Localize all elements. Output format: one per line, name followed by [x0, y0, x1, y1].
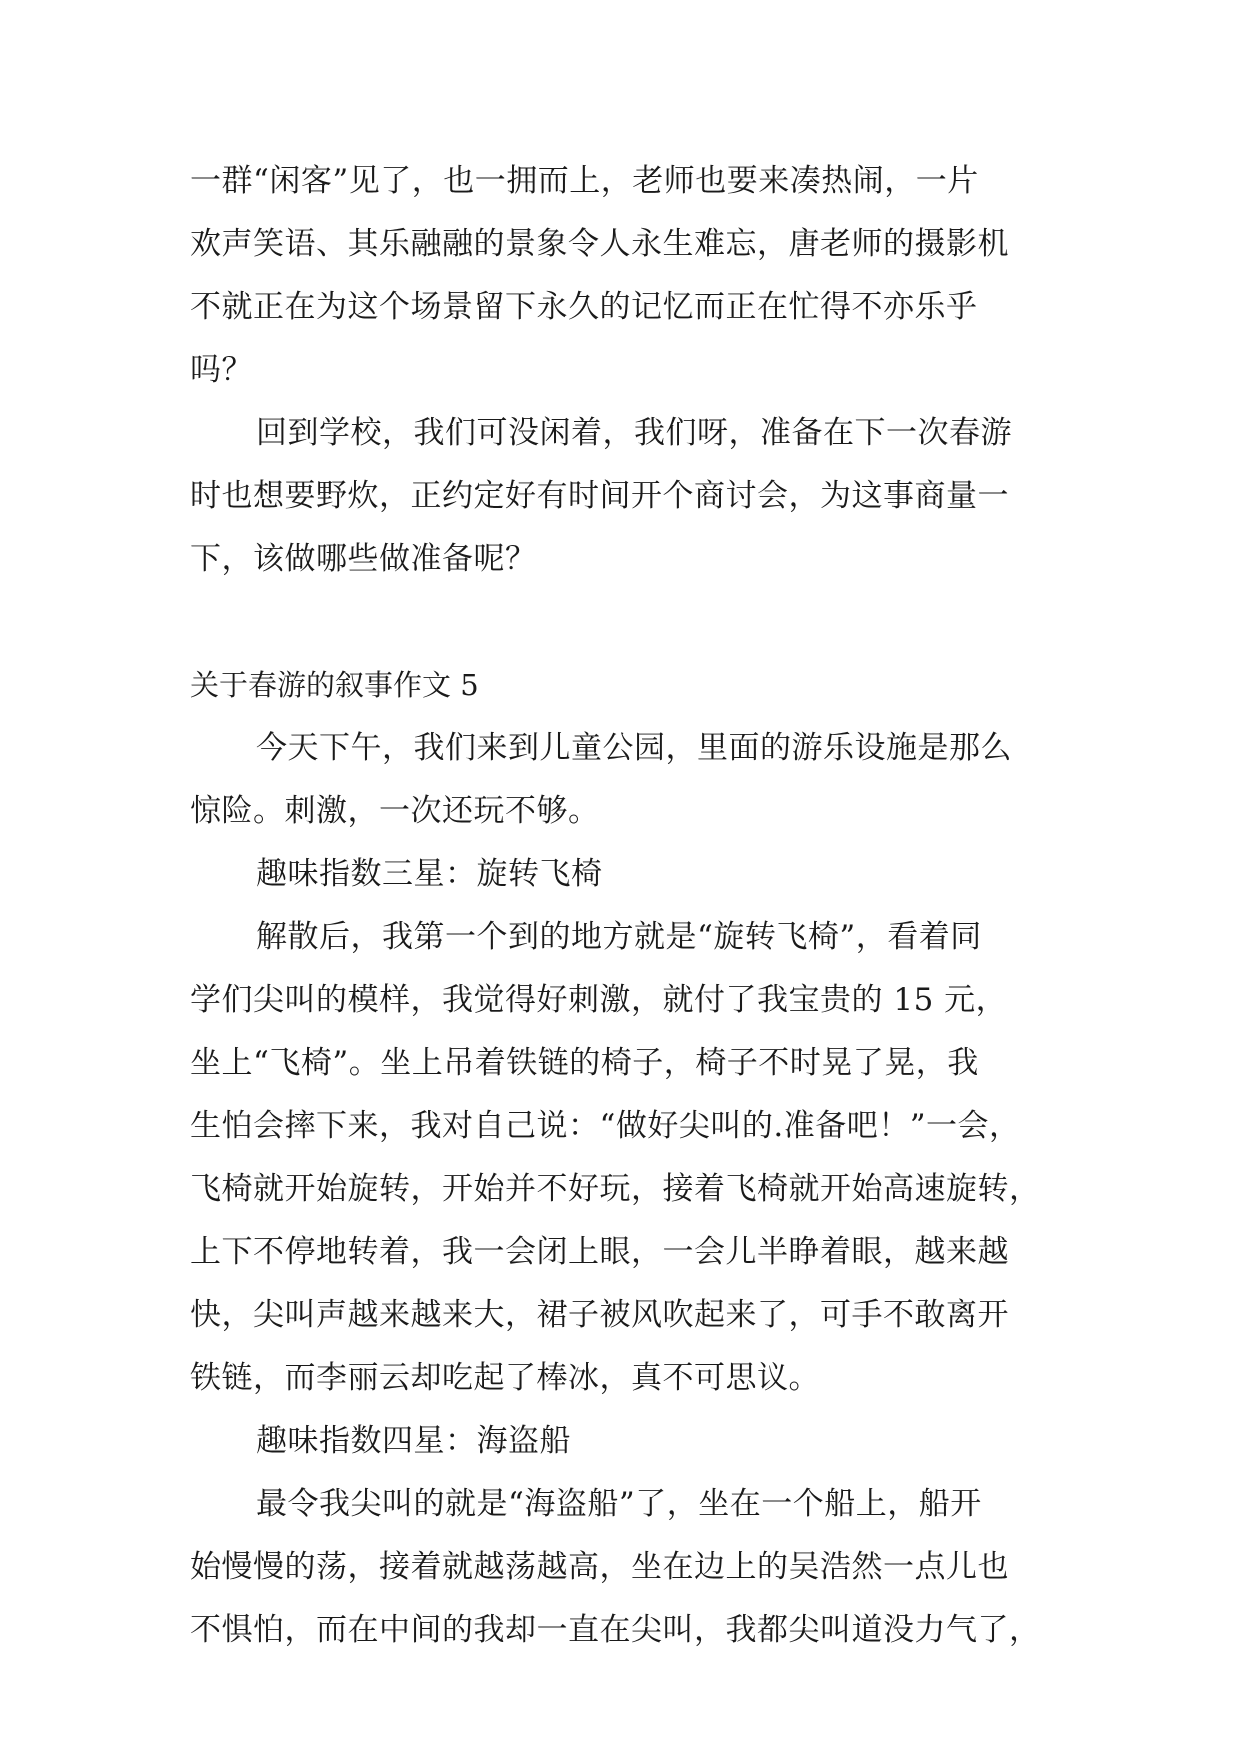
- paragraph: [190, 906, 1060, 1410]
- text-line: 飞椅就开始旋转，开始并不好玩，接着飞椅就开始高速旋转，: [190, 1171, 1041, 1207]
- blank-line: [190, 591, 1060, 654]
- paragraph: [190, 717, 1060, 843]
- text-line: 上下不停地转着，我一会闭上眼，一会儿半睁着眼，越来越: [190, 1234, 1009, 1270]
- text-line: 解散后，我第一个到的地方就是“旋转飞椅”，看着同: [256, 919, 982, 955]
- subheading: [190, 843, 1060, 906]
- subheading: [190, 1410, 1060, 1473]
- text-line: 坐上“飞椅”。坐上吊着铁链的椅子，椅子不时晃了晃，我: [190, 1045, 979, 1081]
- text-line: 惊险。刺激，一次还玩不够。: [190, 793, 600, 829]
- paragraph: [190, 150, 1060, 402]
- paragraph: [190, 1473, 1060, 1662]
- document-body: [190, 150, 1060, 1662]
- text-line: 快，尖叫声越来越来大，裙子被风吹起来了，可手不敢离开: [190, 1297, 1009, 1333]
- text-line: 学们尖叫的模样，我觉得好刺激，就付了我宝贵的 15 元，: [190, 982, 1008, 1018]
- text-line: 回到学校，我们可没闲着，我们呀，准备在下一次春游: [256, 415, 1012, 451]
- text-line: 吗？: [190, 352, 253, 388]
- text-line: 时也想要野炊，正约定好有时间开个商讨会，为这事商量一: [190, 478, 1009, 514]
- text-line: 最令我尖叫的就是“海盗船”了，坐在一个船上，船开: [256, 1486, 982, 1522]
- text-line: 欢声笑语、其乐融融的景象令人永生难忘，唐老师的摄影机: [190, 226, 1009, 262]
- text-line: 一群“闲客”见了，也一拥而上，老师也要来凑热闹，一片: [190, 163, 979, 199]
- text-line: 不惧怕，而在中间的我却一直在尖叫，我都尖叫道没力气了，: [190, 1612, 1041, 1648]
- paragraph: [190, 402, 1060, 591]
- section-title: 关于春游的叙事作文 5: [190, 668, 479, 702]
- text-line: 趣味指数三星：旋转飞椅: [256, 856, 603, 892]
- text-line: 不就正在为这个场景留下永久的记忆而正在忙得不亦乐乎: [190, 289, 978, 325]
- text-line: 下，该做哪些做准备呢？: [190, 541, 537, 577]
- text-line: 趣味指数四星：海盗船: [256, 1423, 571, 1459]
- text-line: 生怕会摔下来，我对自己说：“做好尖叫的.准备吧！”一会，: [190, 1108, 1021, 1144]
- text-line: 今天下午，我们来到儿童公园，里面的游乐设施是那么: [256, 730, 1012, 766]
- text-line: 铁链，而李丽云却吃起了棒冰，真不可思议。: [190, 1360, 820, 1396]
- text-line: 始慢慢的荡，接着就越荡越高，坐在边上的吴浩然一点儿也: [190, 1549, 1009, 1585]
